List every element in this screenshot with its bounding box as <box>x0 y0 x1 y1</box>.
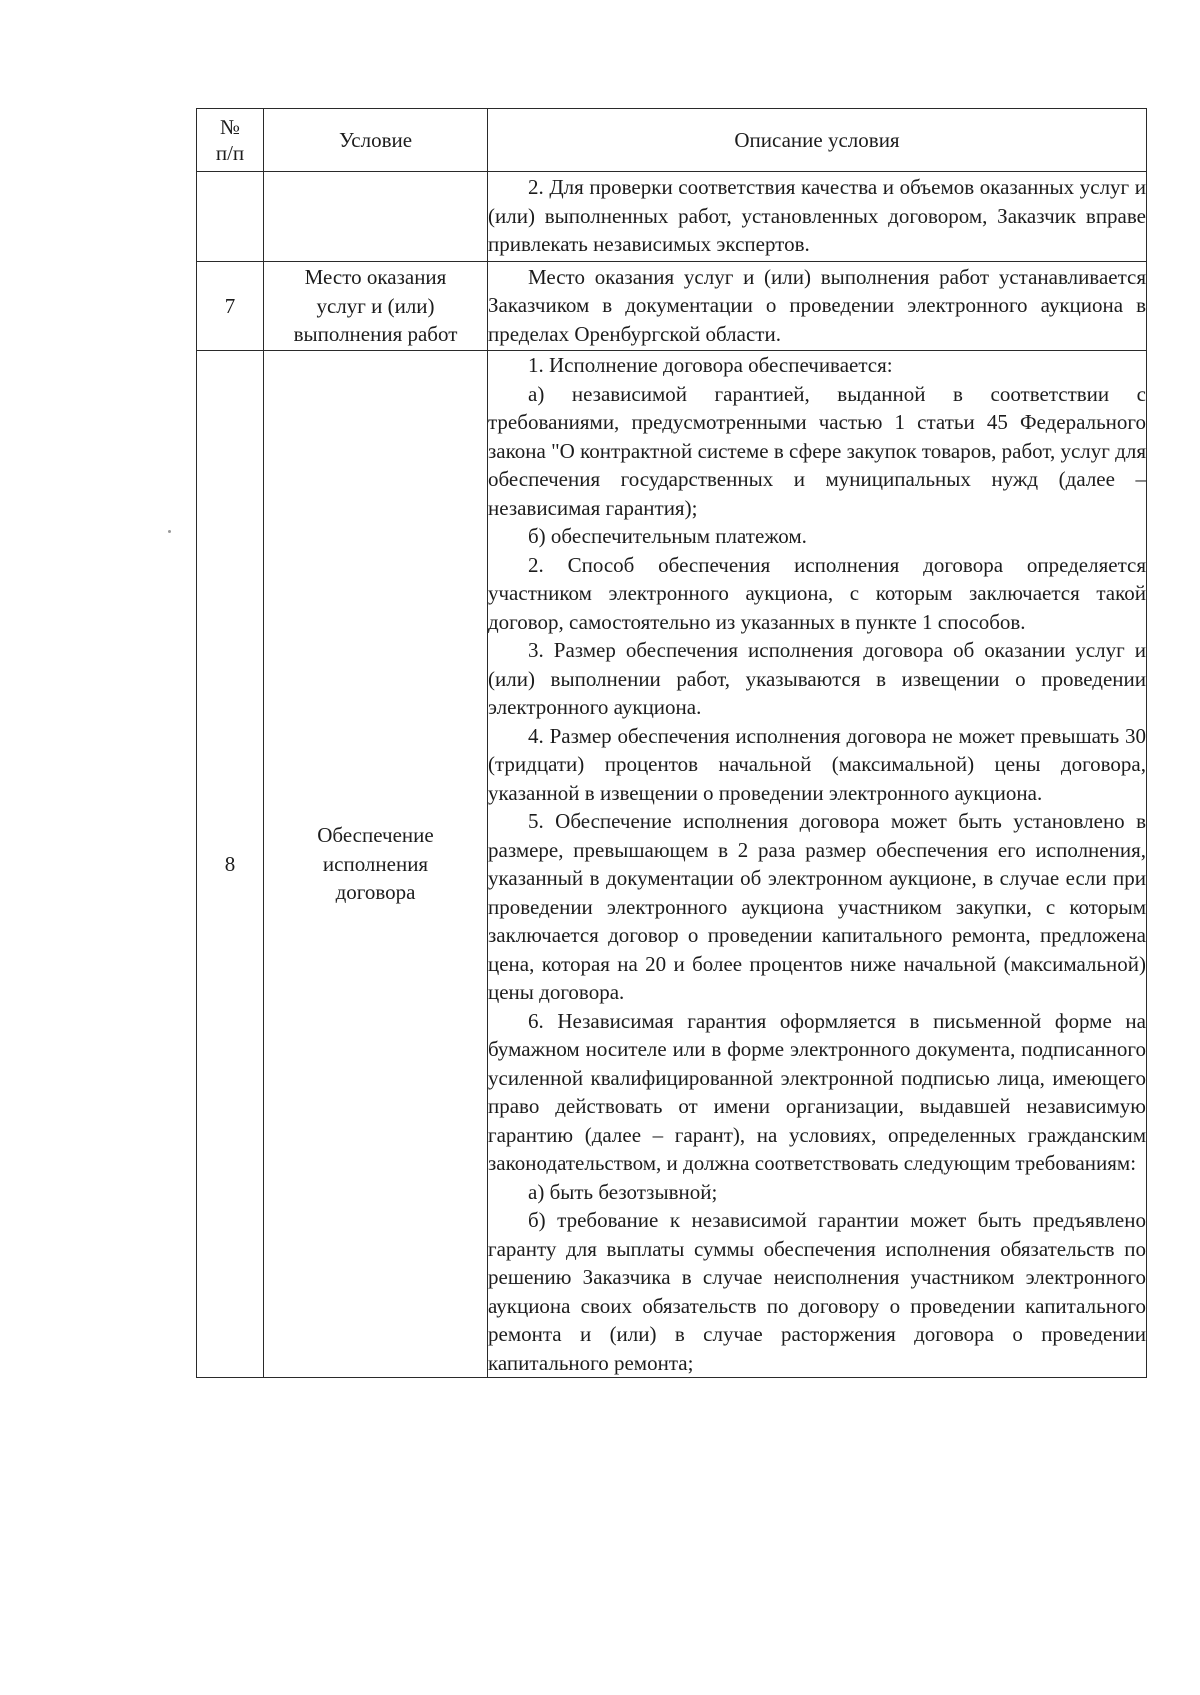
row-description <box>488 261 1147 351</box>
description-paragraph: 2. Для проверки соответствия качества и объемов оказанных услуг и (или) выполненных работ, установленных договором, Заказчик вправе привлекать независимых экспертов. <box>488 175 1146 256</box>
row-number: 8 <box>197 351 264 1378</box>
condition-line: выполнения работ <box>293 322 458 346</box>
description-paragraph: Место оказания услуг и (или) выполнения работ устанавливается Заказчиком в документации о проведении электронного аукциона в пределах Оренбургской области. <box>488 264 1146 346</box>
condition-line: услуг и (или) <box>316 293 435 318</box>
condition-line: Место оказания <box>304 265 447 289</box>
description-paragraph: 3. Размер обеспечения исполнения договора об оказании услуг и (или) выполнении работ, указываются в извещении о проведении электронного аукциона. <box>488 638 1146 719</box>
header-number-symbol: № <box>219 115 241 139</box>
description-paragraph: 1. Исполнение договора обеспечивается: <box>528 353 893 377</box>
description-paragraph: 5. Обеспечение исполнения договора может быть установлено в размере, превышающем в 2 раза размер обеспечения его исполнения, указанный в документации об электронном аукционе, в случае если при проведении электронного аукциона участником закупки, с которым заключается договор о проведении капитального ремонта, предложена цена, которая на 20 и более процентов ниже начальной (максимальной) цены договора. <box>488 809 1146 1004</box>
description-paragraph: 6. Независимая гарантия оформляется в письменной форме на бумажном носителе или в форме электронного документа, подписанного усиленной квалифицированной электронной подписью лица, имеющего право действовать от имени организации, выдавшей независимую гарантию (далее – гарант), на условиях, определенных гражданским законодательством, и должна соответствовать следующим требованиям: <box>488 1008 1146 1175</box>
description-paragraph: б) требование к независимой гарантии может быть предъявлено гаранту для выплаты суммы обеспечения исполнения обязательств по решению Заказчика в случае неисполнения участником электронного аукциона своих обязательств по договору о проведении капитального ремонта и (или) в случае расторжения договора о проведении капитального ремонта; <box>488 1208 1146 1375</box>
table-row <box>197 351 1147 1378</box>
conditions-table <box>196 108 1147 1378</box>
row-description <box>488 351 1147 1378</box>
row-number <box>197 172 264 262</box>
scan-speck <box>168 530 171 533</box>
table-header-row <box>197 109 1147 172</box>
condition-line: договора <box>335 880 416 905</box>
description-paragraph: 4. Размер обеспечения исполнения договора не может превышать 30 (тридцати) процентов начальной (максимальной) цены договора, указанной в извещении о проведении электронного аукциона. <box>488 723 1146 805</box>
header-description: Описание условия <box>488 109 1147 172</box>
header-number <box>197 109 264 172</box>
description-paragraph: б) обеспечительным платежом. <box>528 524 807 548</box>
row-condition <box>264 261 488 351</box>
description-paragraph: 2. Способ обеспечения исполнения договора определяется участником электронного аукциона, с которым заключается такой договор, самостоятельно из указанных в пункте 1 способов. <box>488 552 1146 634</box>
row-number: 7 <box>197 261 264 351</box>
table-row <box>197 172 1147 262</box>
row-condition <box>264 351 488 1378</box>
description-paragraph: а) независимой гарантией, выданной в соответствии с требованиями, предусмотренными частью 1 статьи 45 Федерального закона "О контрактной системе в сфере закупок товаров, работ, услуг для обеспечения государственных и муниципальных нужд (далее – независимая гарантия); <box>488 381 1146 520</box>
condition-line: исполнения <box>322 851 429 876</box>
description-paragraph: а) быть безотзывной; <box>528 1179 718 1204</box>
row-condition <box>264 172 488 262</box>
header-condition: Условие <box>264 109 488 172</box>
row-description <box>488 172 1147 262</box>
table-row <box>197 261 1147 351</box>
condition-line: Обеспечение <box>317 823 434 848</box>
header-number-abbrev: п/п <box>215 141 245 165</box>
